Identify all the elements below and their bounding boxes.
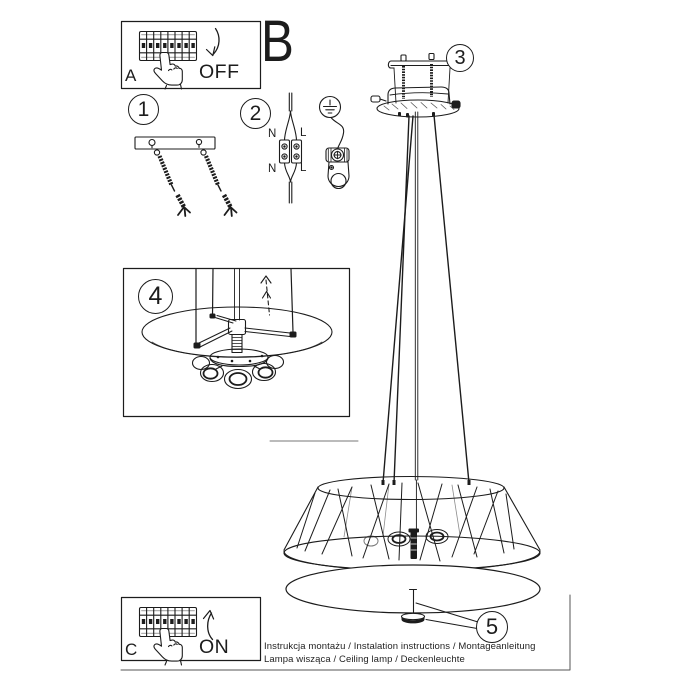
- off-label: OFF: [199, 61, 240, 83]
- wire-label-l-bottom: L: [300, 162, 307, 174]
- panel-c-box: [122, 598, 261, 666]
- step-badge-5: [476, 611, 508, 643]
- panel-a-letter: A: [125, 66, 137, 85]
- screw-and-wall-plug-icon: [201, 150, 237, 216]
- up-arrow-dashed: [261, 276, 271, 315]
- screw-and-wall-plug-icon: [154, 150, 190, 216]
- step-number-5: 5: [485, 614, 499, 639]
- socket-cluster: [193, 335, 284, 389]
- step-number-1: 1: [137, 98, 150, 121]
- wire-label-n-top: N: [268, 128, 277, 140]
- step-badge-2: [240, 98, 271, 129]
- shade-string-texture: [297, 483, 514, 561]
- pointing-hand-icon: [154, 53, 182, 90]
- step1-mounting-drawing: [135, 137, 237, 216]
- curved-arrow-down-icon: [207, 29, 220, 56]
- step-badge-3: [446, 44, 474, 72]
- on-label: ON: [199, 636, 230, 658]
- panel-a-box: [122, 22, 261, 90]
- wire-label-l-top: L: [300, 127, 307, 139]
- step-number-4: 4: [148, 282, 163, 310]
- suspension-cables: [382, 112, 471, 530]
- spider-bracket: [194, 314, 297, 349]
- cable-clamp: [326, 118, 349, 189]
- protective-earth-icon: [320, 97, 341, 118]
- step-badge-4: [138, 279, 173, 314]
- wire-label-n-bottom: N: [268, 163, 277, 175]
- panel-c-letter: C: [125, 640, 138, 659]
- bulb-sockets: [364, 530, 448, 547]
- step-number-2: 2: [249, 102, 262, 125]
- pointing-hand-icon: [154, 629, 182, 666]
- finial-knob: [402, 613, 425, 623]
- step-number-3: 3: [454, 47, 466, 69]
- section-label-b: B: [261, 9, 294, 74]
- footer-line-1: Instrukcja montażu / Instalation instructions / Montageanleitung: [264, 641, 536, 652]
- step-badge-1: [128, 94, 159, 125]
- step2-wiring-drawing: [280, 93, 350, 203]
- terminal-block: [280, 140, 302, 163]
- footer-line-2: Lampa wisząca / Ceiling lamp / Deckenleuchte: [264, 654, 465, 665]
- central-threaded-rod: [409, 529, 420, 560]
- lamp-shade-drawing: [284, 477, 540, 571]
